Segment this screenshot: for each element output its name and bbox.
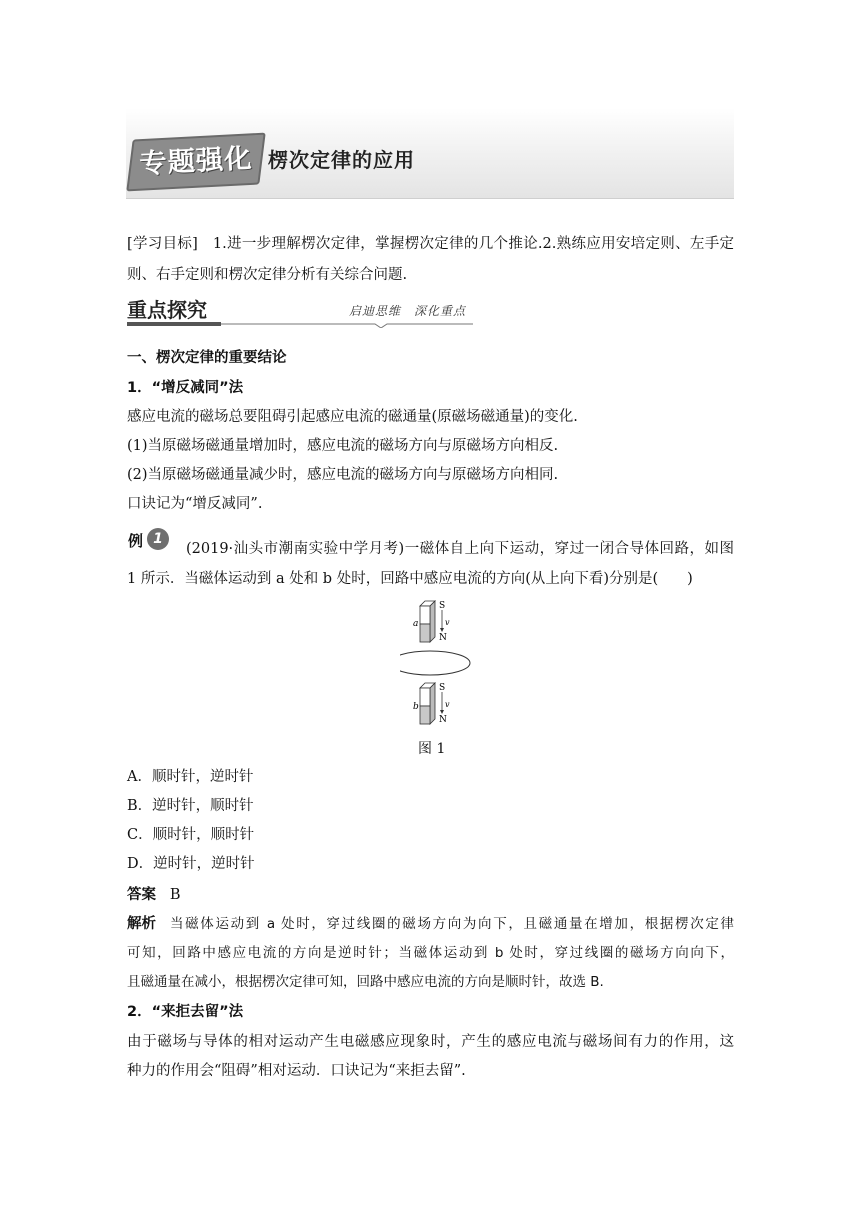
example-line-2: 1 所示．当磁体运动到 a 处和 b 处时，回路中感应电流的方向(从上向下看)分别是( ) [127, 571, 693, 587]
part1-heading: 一、楞次定律的重要结论 [127, 350, 287, 366]
analysis-label: 解析 [127, 916, 156, 932]
figure-label-n-bottom: N [439, 715, 447, 725]
figure-label-n-top: N [439, 633, 447, 643]
part2-para-line-1: 由于磁场与导体的相对运动产生电磁感应现象时，产生的感应电流与磁场间有力的作用，这 [127, 1034, 734, 1050]
topic-badge-label: 专题强化 [138, 143, 254, 180]
figure-label-s-bottom: S [439, 683, 446, 693]
topic-badge [126, 133, 265, 192]
section-subtitle: 启迪思维 深化重点 [349, 304, 467, 318]
section-header [127, 294, 473, 328]
magnet-loop-figure [400, 596, 490, 726]
figure-label-b: b [413, 702, 419, 712]
objectives-line-1: [学习目标] 1.进一步理解楞次定律，掌握楞次定律的几个推论.2.熟练应用安培定则、左手定 [127, 236, 734, 252]
header-banner [126, 108, 734, 199]
part1-para-2: (1)当原磁场磁通量增加时，感应电流的磁场方向与原磁场方向相反. [127, 438, 559, 454]
option-c: C．顺时针，顺时针 [127, 827, 255, 843]
figure-caption: 图 1 [418, 741, 446, 757]
option-d: D．逆时针，逆时针 [127, 856, 255, 872]
analysis-line-2: 可知，回路中感应电流的方向是逆时针；当磁体运动到 b 处时，穿过线圈的磁场方向向下， [127, 945, 734, 961]
page-title: 楞次定律的应用 [268, 148, 415, 172]
answer-line [127, 885, 180, 905]
option-a: A．顺时针，逆时针 [127, 769, 254, 785]
part2-para-line-2: 种力的作用会“阻碍”相对运动．口诀记为“来拒去留”. [127, 1063, 466, 1079]
figure-label-s-top: S [439, 601, 446, 611]
figure-label-a: a [413, 619, 419, 629]
closed-loop [400, 651, 470, 675]
example-number-badge: 1 [147, 528, 169, 550]
objectives-line-2: 则、右手定则和楞次定律分析有关综合问题. [127, 267, 408, 283]
answer-label: 答案 [127, 887, 156, 903]
part1-para-1: 感应电流的磁场总要阻碍引起感应电流的磁通量(原磁场磁通量)的变化. [127, 409, 578, 425]
analysis-line-1: 解析 当磁体运动到 a 处时，穿过线圈的磁场方向为向下，且磁通量在增加，根据楞次定律 [127, 916, 734, 932]
sub1-heading: 1．“增反减同”法 [127, 380, 244, 396]
section-divider-line [127, 318, 473, 328]
part1-para-3: (2)当原磁场磁通量减少时，感应电流的磁场方向与原磁场方向相同. [127, 467, 559, 483]
figure-label-v-bottom: v [445, 700, 450, 709]
answer-value: B [169, 887, 181, 903]
part1-para-4: 口诀记为“增反减同”. [127, 496, 263, 512]
section-title: 重点探究 [127, 298, 207, 322]
figure-label-v-top: v [445, 618, 450, 627]
example-line-1: (2019·汕头市潮南实验中学月考)一磁体自上向下运动，穿过一闭合导体回路，如图 [186, 541, 734, 557]
analysis-line-3: 且磁通量在减小，根据楞次定律可知，回路中感应电流的方向是顺时针，故选 B. [127, 974, 604, 990]
example-label: 例 [128, 532, 144, 550]
sub2-heading: 2．“来拒去留”法 [127, 1004, 244, 1020]
option-b: B．逆时针，顺时针 [127, 798, 254, 814]
